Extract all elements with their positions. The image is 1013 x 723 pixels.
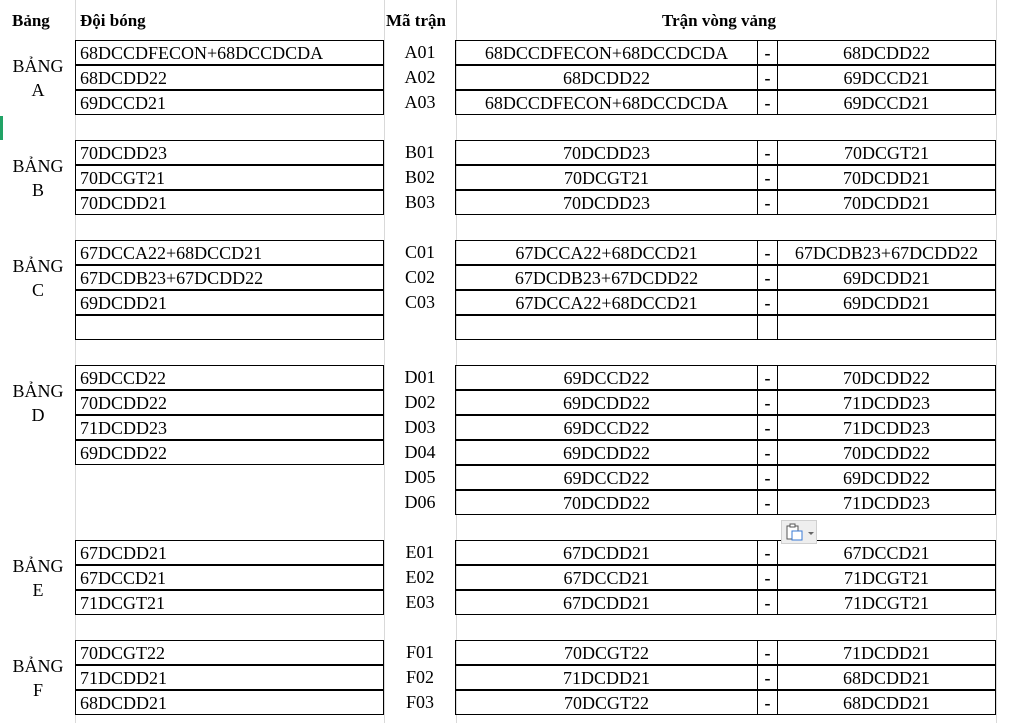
match-code-cell[interactable] — [384, 315, 456, 340]
match-team-b-cell[interactable]: 69DCDD21 — [777, 290, 996, 315]
group-label-line: BẢNG — [12, 156, 64, 176]
match-team-a-cell[interactable]: 69DCCD22 — [455, 365, 758, 390]
match-team-b-cell[interactable]: 67DCDB23+67DCDD22 — [777, 240, 996, 265]
team-cell[interactable]: 70DCGT21 — [75, 165, 384, 190]
match-team-a-cell[interactable]: 67DCDD21 — [455, 540, 758, 565]
match-code-cell[interactable]: A03 — [404, 92, 436, 112]
match-separator-cell: - — [757, 690, 778, 715]
match-team-a-cell[interactable]: 68DCCDFECON+68DCCDCDA — [455, 40, 758, 65]
group-label-line: BẢNG — [12, 656, 64, 676]
match-team-b-cell[interactable]: 68DCDD21 — [777, 690, 996, 715]
header-match-code: Mã trận — [386, 11, 446, 30]
match-code-cell[interactable]: D01 — [404, 367, 436, 387]
match-team-a-cell[interactable]: 67DCCA22+68DCCD21 — [455, 290, 758, 315]
group-label — [8, 654, 68, 702]
match-team-a-cell[interactable]: 70DCGT22 — [455, 640, 758, 665]
team-cell[interactable]: 71DCGT21 — [75, 590, 384, 615]
group-label-line: E — [32, 580, 44, 600]
team-cell[interactable]: 70DCGT22 — [75, 640, 384, 665]
match-team-b-cell[interactable]: 69DCDD21 — [777, 265, 996, 290]
match-code-cell[interactable]: B03 — [404, 192, 435, 212]
match-team-a-cell[interactable]: 68DCDD22 — [455, 65, 758, 90]
team-cell[interactable]: 70DCDD23 — [75, 140, 384, 165]
match-code-cell[interactable]: C02 — [404, 267, 435, 287]
match-team-a-cell[interactable]: 70DCGT22 — [455, 690, 758, 715]
match-separator-cell: - — [757, 390, 778, 415]
match-team-a-cell[interactable]: 69DCCD22 — [455, 415, 758, 440]
group-label-line: F — [32, 680, 43, 700]
match-separator-cell: - — [757, 490, 778, 515]
header-team: Đội bóng — [80, 11, 146, 30]
match-team-a-cell[interactable]: 70DCDD23 — [455, 190, 758, 215]
match-separator-cell: - — [757, 40, 778, 65]
match-team-b-cell[interactable]: 71DCDD21 — [777, 640, 996, 665]
team-cell[interactable]: 71DCDD23 — [75, 415, 384, 440]
match-team-a-cell[interactable]: 70DCDD23 — [455, 140, 758, 165]
match-team-b-cell[interactable]: 67DCCD21 — [777, 540, 996, 565]
match-team-b-cell[interactable]: 71DCDD23 — [777, 490, 996, 515]
match-team-b-cell[interactable]: 68DCDD22 — [777, 40, 996, 65]
group-label-line: BẢNG — [12, 256, 64, 276]
group-label — [8, 554, 68, 602]
match-team-b-cell[interactable]: 71DCDD23 — [777, 415, 996, 440]
team-cell[interactable]: 69DCDD22 — [75, 440, 384, 465]
match-separator-cell: - — [757, 465, 778, 490]
match-code-cell[interactable]: A01 — [404, 42, 436, 62]
match-team-b-cell[interactable]: 70DCDD21 — [777, 190, 996, 215]
match-separator-cell: - — [757, 415, 778, 440]
group-label-line: A — [31, 80, 45, 100]
match-team-b-cell[interactable]: 70DCDD22 — [777, 440, 996, 465]
match-team-a-cell[interactable]: 69DCCD22 — [455, 465, 758, 490]
match-team-b-cell[interactable]: 69DCCD21 — [777, 65, 996, 90]
match-team-a-cell[interactable]: 70DCGT21 — [455, 165, 758, 190]
group-label-line: BẢNG — [12, 56, 64, 76]
group-label — [8, 54, 68, 102]
match-separator-cell: - — [757, 640, 778, 665]
team-cell[interactable]: 71DCDD21 — [75, 665, 384, 690]
team-cell[interactable]: 67DCCA22+68DCCD21 — [75, 240, 384, 265]
match-code-cell[interactable]: C03 — [404, 292, 435, 312]
team-cell[interactable]: 70DCDD22 — [75, 390, 384, 415]
match-code-cell[interactable]: D06 — [404, 492, 436, 512]
match-separator-cell: - — [757, 165, 778, 190]
grid-line — [996, 0, 997, 723]
match-team-a-cell[interactable] — [455, 315, 758, 340]
match-team-b-cell[interactable]: 70DCDD21 — [777, 165, 996, 190]
match-separator-cell: - — [757, 365, 778, 390]
match-separator-cell: - — [757, 240, 778, 265]
match-separator-cell: - — [757, 665, 778, 690]
match-team-b-cell[interactable] — [777, 315, 996, 340]
match-code-cell[interactable]: D05 — [404, 467, 436, 487]
match-separator-cell: - — [757, 90, 778, 115]
team-cell[interactable]: 70DCDD21 — [75, 190, 384, 215]
team-cell[interactable]: 67DCDB23+67DCDD22 — [75, 265, 384, 290]
match-team-b-cell[interactable]: 69DCDD22 — [777, 465, 996, 490]
group-label-line: B — [31, 180, 44, 200]
match-code-cell[interactable]: F01 — [405, 642, 434, 662]
match-team-a-cell[interactable]: 67DCDB23+67DCDD22 — [455, 265, 758, 290]
group-label — [8, 379, 68, 427]
match-separator-cell: - — [757, 540, 778, 565]
match-separator-cell: - — [757, 590, 778, 615]
team-cell[interactable]: 69DCCD22 — [75, 365, 384, 390]
match-separator-cell: - — [757, 290, 778, 315]
match-separator-cell: - — [757, 265, 778, 290]
match-team-b-cell[interactable]: 71DCDD23 — [777, 390, 996, 415]
selected-cell-indicator — [0, 116, 3, 140]
team-cell[interactable]: 68DCDD21 — [75, 690, 384, 715]
header-group: Bảng — [12, 11, 50, 30]
match-team-a-cell[interactable]: 70DCDD22 — [455, 490, 758, 515]
match-separator-cell: - — [757, 140, 778, 165]
match-separator-cell: - — [757, 440, 778, 465]
match-code-cell[interactable]: E01 — [405, 542, 435, 562]
group-label-line: BẢNG — [12, 381, 64, 401]
match-code-cell[interactable]: E02 — [405, 567, 435, 587]
team-cell[interactable]: 67DCDD21 — [75, 540, 384, 565]
match-team-a-cell[interactable]: 69DCDD22 — [455, 390, 758, 415]
team-cell[interactable]: 67DCCD21 — [75, 565, 384, 590]
header-matches: Trận vòng vảng — [662, 11, 776, 30]
match-team-b-cell[interactable]: 71DCGT21 — [777, 590, 996, 615]
match-team-a-cell[interactable]: 67DCDD21 — [455, 590, 758, 615]
match-separator-cell: - — [757, 190, 778, 215]
match-separator-cell: - — [757, 565, 778, 590]
match-code-cell[interactable]: B01 — [404, 142, 435, 162]
match-team-a-cell[interactable]: 67DCCD21 — [455, 565, 758, 590]
group-label-line: BẢNG — [12, 556, 64, 576]
match-team-a-cell[interactable]: 68DCCDFECON+68DCCDCDA — [455, 90, 758, 115]
team-cell[interactable]: 69DCDD21 — [75, 290, 384, 315]
team-cell[interactable] — [75, 315, 384, 340]
match-team-a-cell[interactable]: 71DCDD21 — [455, 665, 758, 690]
team-cell[interactable]: 68DCCDFECON+68DCCDCDA — [75, 40, 384, 65]
group-label — [8, 154, 68, 202]
match-team-b-cell[interactable]: 70DCGT21 — [777, 140, 996, 165]
match-team-b-cell[interactable]: 68DCDD21 — [777, 665, 996, 690]
match-separator-cell — [757, 315, 778, 340]
match-team-a-cell[interactable]: 67DCCA22+68DCCD21 — [455, 240, 758, 265]
match-code-cell[interactable]: F03 — [405, 692, 434, 712]
match-separator-cell: - — [757, 65, 778, 90]
group-label-line: C — [31, 280, 44, 300]
paste-options-icon[interactable] — [781, 520, 817, 544]
match-team-b-cell[interactable]: 69DCCD21 — [777, 90, 996, 115]
match-code-cell[interactable]: F02 — [405, 667, 434, 687]
match-code-cell[interactable]: B02 — [404, 167, 435, 187]
match-team-b-cell[interactable]: 71DCGT21 — [777, 565, 996, 590]
match-code-cell[interactable]: D03 — [404, 417, 436, 437]
group-label — [8, 254, 68, 302]
match-code-cell[interactable]: D02 — [404, 392, 436, 412]
match-code-cell[interactable]: A02 — [404, 67, 436, 87]
team-cell[interactable]: 69DCCD21 — [75, 90, 384, 115]
group-label-line: D — [31, 405, 45, 425]
team-cell[interactable]: 68DCDD22 — [75, 65, 384, 90]
match-code-cell[interactable]: D04 — [404, 442, 436, 462]
clipboard-icon — [782, 521, 818, 545]
match-code-cell[interactable]: E03 — [405, 592, 435, 612]
match-team-a-cell[interactable]: 69DCDD22 — [455, 440, 758, 465]
match-team-b-cell[interactable]: 70DCDD22 — [777, 365, 996, 390]
match-code-cell[interactable]: C01 — [404, 242, 435, 262]
